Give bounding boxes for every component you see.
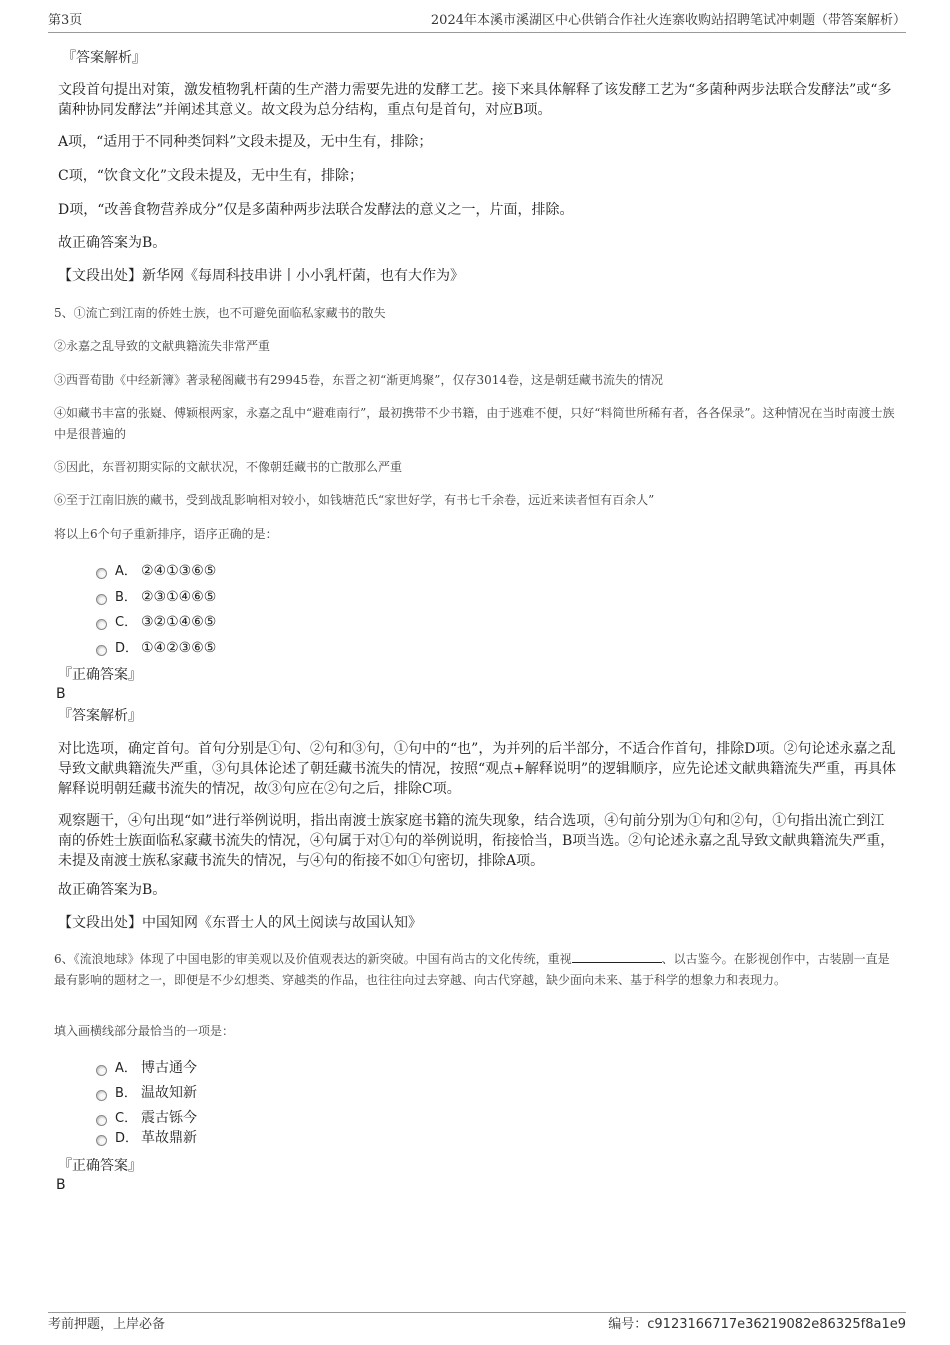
correct-answer: B bbox=[56, 686, 66, 702]
page-header bbox=[48, 12, 906, 33]
analysis-paragraph: C项，“饮食文化”文段未提及，无中生有，排除； bbox=[58, 168, 364, 184]
analysis-paragraph: 故正确答案为B。 bbox=[58, 882, 167, 898]
question-sentence: ⑤因此，东晋初期实际的文献状况，不像朝廷藏书的亡散那么严重 bbox=[54, 460, 403, 474]
radio-icon[interactable] bbox=[96, 1090, 107, 1101]
option-b[interactable]: B． 温故知新 bbox=[96, 1083, 197, 1103]
footer-slogan: 考前押题，上岸必备 bbox=[48, 1317, 166, 1332]
question-sentence: 5、①流亡到江南的侨姓士族，也不可避免面临私家藏书的散失 bbox=[54, 306, 386, 320]
analysis-heading: 『答案解析』 bbox=[62, 50, 146, 66]
document-title: 2024年本溪市溪湖区中心供销合作社火连寨收购站招聘笔试冲刺题（带答案解析） bbox=[430, 13, 906, 28]
analysis-paragraph: 观察题干，④句出现“如”进行举例说明，指出南渡士族家庭书籍的流失现象，结合选项，④句前分别为①句和②句，①句指出流亡到江南的侨姓士族面临私家藏书流失的情况，④句属于对①句的举例说明，衔接恰当，B项当选。②句论述永嘉之乱导致文献典籍流失严重，未提及南渡士族私家藏书流失的情况，与④句的衔接不如①句密切，排除A项。 bbox=[58, 813, 895, 869]
radio-icon[interactable] bbox=[96, 1135, 107, 1146]
radio-icon[interactable] bbox=[96, 645, 107, 656]
question-prompt: 将以上6个句子重新排序，语序正确的是： bbox=[54, 527, 278, 541]
radio-icon[interactable] bbox=[96, 1065, 107, 1076]
option-a[interactable]: A． ②④①③⑥⑤ bbox=[96, 561, 216, 581]
radio-icon[interactable] bbox=[96, 594, 107, 605]
correct-answer-heading: 『正确答案』 bbox=[58, 667, 142, 683]
option-c[interactable]: C． ③②①④⑥⑤ bbox=[96, 612, 216, 632]
analysis-paragraph: 对比选项，确定首句。首句分别是①句、②句和③句，①句中的“也”，为并列的后半部分，不适合作首句，排除D项。②句论述永嘉之乱导致文献典籍流失严重，③句具体论述了朝廷藏书流失的情况，按照“观点+解释说明”的逻辑顺序，应先论述文献典籍流失严重，再具体解释说明朝廷藏书流失的情况，故③句应在②句之后，排除C项。 bbox=[58, 741, 897, 797]
page-footer bbox=[48, 1312, 906, 1337]
source-citation: 【文段出处】新华网《每周科技串讲丨小小乳杆菌，也有大作为》 bbox=[58, 268, 464, 284]
question-prompt: 填入画横线部分最恰当的一项是： bbox=[54, 1024, 235, 1038]
document-code: 编号：c9123166717e36219082e86325f8a1e9 bbox=[608, 1317, 906, 1332]
correct-answer-heading: 『正确答案』 bbox=[58, 1158, 142, 1174]
radio-icon[interactable] bbox=[96, 1115, 107, 1126]
radio-icon[interactable] bbox=[96, 619, 107, 630]
question-sentence: ③西晋荀勖《中经新簿》著录秘阁藏书有29945卷，东晋之初“渐更鸠聚”，仅存3014卷，这是朝廷藏书流失的情况 bbox=[54, 373, 663, 387]
option-b[interactable]: B． ②③①④⑥⑤ bbox=[96, 587, 216, 607]
analysis-heading: 『答案解析』 bbox=[58, 708, 142, 724]
radio-icon[interactable] bbox=[96, 568, 107, 579]
analysis-paragraph: 故正确答案为B。 bbox=[58, 235, 167, 251]
analysis-paragraph: D项，“改善食物营养成分”仅是多菌种两步法联合发酵法的意义之一，片面，排除。 bbox=[58, 202, 574, 218]
question-sentence: ②永嘉之乱导致的文献典籍流失非常严重 bbox=[54, 339, 271, 353]
option-c[interactable]: C． 震古铄今 bbox=[96, 1108, 197, 1128]
option-d[interactable]: D． 革故鼎新 bbox=[96, 1128, 197, 1148]
analysis-paragraph: A项，“适用于不同种类饲料”文段未提及，无中生有，排除； bbox=[58, 134, 433, 150]
question-stem: 6、《流浪地球》体现了中国电影的审美观以及价值观表达的新突破。中国有尚古的文化传统，重视 、以古鉴今。在影视创作中，古装剧一直是最有影响的题材之一，即便是不少幻想类、穿越类的作品，也往往向过去穿越、向古代穿越，缺少面向未来、基于科学的想象力和表现力。 bbox=[54, 952, 890, 987]
option-a[interactable]: A． 博古通今 bbox=[96, 1058, 197, 1078]
source-citation: 【文段出处】中国知网《东晋士人的风土阅读与故国认知》 bbox=[58, 915, 422, 931]
question-sentence: ⑥至于江南旧族的藏书，受到战乱影响相对较小，如钱塘范氏“家世好学，有书七千余卷，远近来读者恒有百余人” bbox=[54, 493, 655, 507]
analysis-paragraph: 文段首句提出对策，激发植物乳杆菌的生产潜力需要先进的发酵工艺。接下来具体解释了该发酵工艺为“多菌种两步法联合发酵法”或“多菌种协同发酵法”并阐述其意义。故文段为总分结构，重点句是首句，对应B项。 bbox=[58, 82, 892, 118]
correct-answer: B bbox=[56, 1177, 66, 1193]
question-sentence: ④如藏书丰富的张嶷、傅颖根两家，永嘉之乱中“避难南行”，最初携带不少书籍，由于逃难不便，只好“料简世所稀有者，各各保录”。这种情况在当时南渡士族中是很普遍的 bbox=[54, 406, 895, 441]
fill-blank bbox=[572, 950, 662, 963]
option-d[interactable]: D． ①④②③⑥⑤ bbox=[96, 638, 216, 658]
page-number: 第3页 bbox=[48, 13, 83, 28]
